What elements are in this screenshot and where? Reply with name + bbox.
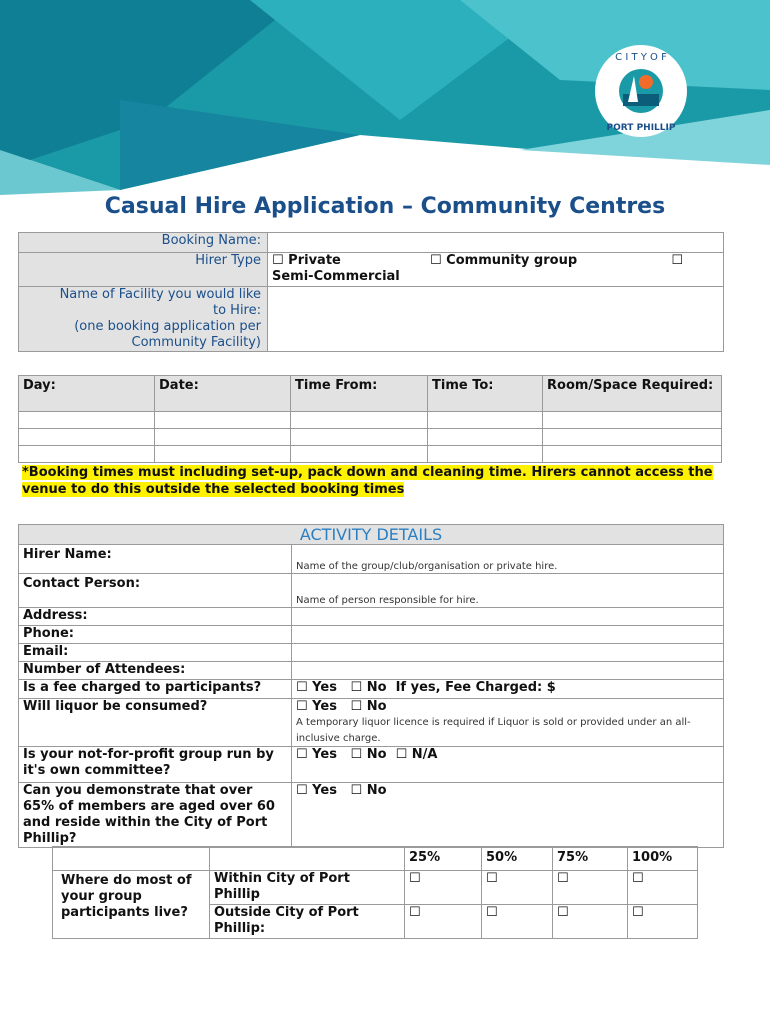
room-cell[interactable] — [543, 446, 722, 463]
city-of-port-phillip-logo — [594, 44, 688, 138]
within-50-checkbox[interactable]: ☐ — [482, 871, 553, 905]
page-title: Casual Hire Application – Community Centres — [104, 194, 666, 219]
hirer-name-label: Hirer Name: — [19, 545, 292, 574]
senior-options[interactable]: ☐ Yes ☐ No — [292, 783, 724, 848]
date-cell[interactable] — [155, 429, 291, 446]
within-100-checkbox[interactable]: ☐ — [628, 871, 698, 905]
private-checkbox[interactable]: ☐ Private — [272, 253, 341, 268]
community-group-checkbox[interactable]: ☐ Community group — [426, 253, 654, 287]
time-from-cell[interactable] — [291, 446, 428, 463]
outside-25-checkbox[interactable]: ☐ — [405, 905, 482, 939]
pct-50-header: 50% — [482, 847, 553, 871]
liquor-options[interactable]: ☐ Yes ☐ No — [296, 699, 387, 714]
activity-details-table — [18, 524, 724, 848]
fee-question: Is a fee charged to participants? — [19, 680, 292, 699]
time-from-cell[interactable] — [291, 429, 428, 446]
address-label: Address: — [19, 608, 292, 626]
nfp-question: Is your not-for-profit group run by it's own committee? — [19, 747, 292, 783]
contact-person-field[interactable] — [292, 574, 724, 608]
email-field[interactable] — [292, 644, 724, 662]
svg-text:PORT PHILLIP: PORT PHILLIP — [606, 123, 676, 133]
room-cell[interactable] — [543, 412, 722, 429]
pct-100-header: 100% — [628, 847, 698, 871]
contact-person-hint: Name of person responsible for hire. — [296, 595, 479, 606]
time-from-header: Time From: — [291, 376, 428, 412]
pct-25-header: 25% — [405, 847, 482, 871]
date-cell[interactable] — [155, 412, 291, 429]
attendees-field[interactable] — [292, 662, 724, 680]
day-cell[interactable] — [19, 446, 155, 463]
within-label: Within City of Port Phillip — [210, 871, 405, 905]
booking-times-table — [18, 375, 722, 463]
day-cell[interactable] — [19, 429, 155, 446]
phone-field[interactable] — [292, 626, 724, 644]
email-label: Email: — [19, 644, 292, 662]
room-header: Room/Space Required: — [543, 376, 722, 412]
semi-commercial-checkbox[interactable]: ☐ — [654, 253, 724, 287]
booking-times-note: *Booking times must including set-up, pack down and cleaning time. Hirers cannot access the venue to do this outside the selected booking times — [22, 465, 713, 497]
svg-text:C I T Y O F: C I T Y O F — [615, 52, 667, 63]
residence-question: Where do most of your group participants live? — [53, 871, 210, 939]
booking-table — [18, 232, 724, 352]
day-cell[interactable] — [19, 412, 155, 429]
pct-75-header: 75% — [553, 847, 628, 871]
address-field[interactable] — [292, 608, 724, 626]
day-header: Day: — [19, 376, 155, 412]
hirer-name-field[interactable] — [292, 545, 724, 574]
outside-75-checkbox[interactable]: ☐ — [553, 905, 628, 939]
within-25-checkbox[interactable]: ☐ — [405, 871, 482, 905]
room-cell[interactable] — [543, 429, 722, 446]
residence-table — [52, 846, 698, 939]
time-to-cell[interactable] — [428, 446, 543, 463]
activity-details-heading: ACTIVITY DETAILS — [19, 525, 724, 545]
time-to-cell[interactable] — [428, 412, 543, 429]
time-to-header: Time To: — [428, 376, 543, 412]
contact-person-label: Contact Person: — [19, 574, 292, 608]
outside-100-checkbox[interactable]: ☐ — [628, 905, 698, 939]
facility-field[interactable] — [268, 287, 724, 352]
booking-name-label: Booking Name: — [19, 233, 268, 253]
within-75-checkbox[interactable]: ☐ — [553, 871, 628, 905]
date-header: Date: — [155, 376, 291, 412]
liquor-question: Will liquor be consumed? — [19, 699, 292, 747]
semi-commercial-label: Semi-Commercial — [272, 269, 400, 284]
liquor-hint: A temporary liquor licence is required if Liquor is sold or provided under an all-inclusive charge. — [296, 717, 691, 744]
booking-name-field[interactable] — [268, 233, 724, 253]
hirer-name-hint: Name of the group/club/organisation or private hire. — [296, 561, 558, 572]
nfp-options[interactable]: ☐ Yes ☐ No ☐ N/A — [292, 747, 724, 783]
facility-label: Name of Facility you would like to Hire: (one booking application per Community Facility) — [19, 287, 268, 352]
time-from-cell[interactable] — [291, 412, 428, 429]
senior-question: Can you demonstrate that over 65% of members are aged over 60 and reside within the City of Port Phillip? — [19, 783, 292, 848]
outside-50-checkbox[interactable]: ☐ — [482, 905, 553, 939]
outside-label: Outside City of Port Phillip: — [210, 905, 405, 939]
date-cell[interactable] — [155, 446, 291, 463]
fee-options[interactable]: ☐ Yes ☐ No If yes, Fee Charged: $ — [292, 680, 724, 699]
phone-label: Phone: — [19, 626, 292, 644]
hirer-type-label: Hirer Type — [19, 253, 268, 287]
time-to-cell[interactable] — [428, 429, 543, 446]
attendees-label: Number of Attendees: — [19, 662, 292, 680]
